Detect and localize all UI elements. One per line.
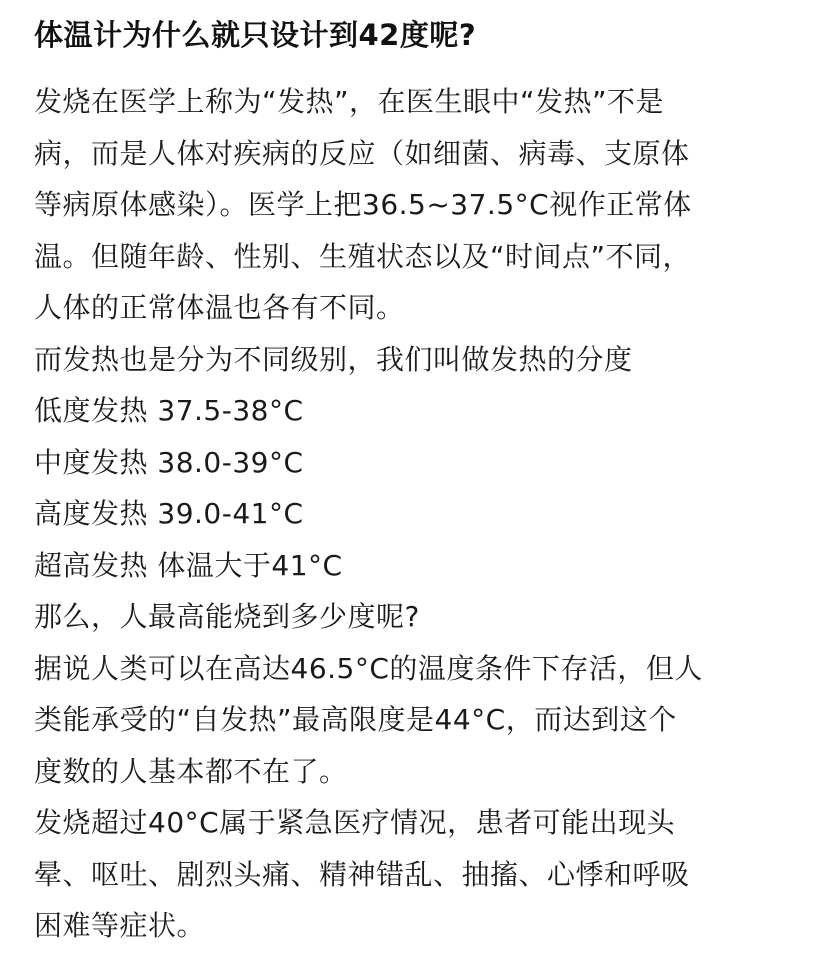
article-line-11: 那么，人最高能烧到多少度呢? <box>34 600 420 633</box>
article-line-6: 而发热也是分为不同级别，我们叫做发热的分度 <box>34 342 633 376</box>
article-line-13: 类能承受的“自发热”最高限度是44°C，而达到这个 <box>34 703 677 736</box>
article-line-4: 温。但随年龄、性别、生殖状态以及“时间点”不同， <box>34 239 692 273</box>
article-line-12: 据说人类可以在高达46.5°C的温度条件下存活，但人 <box>34 651 703 685</box>
article-title: 体温计为什么就只设计到42度呢? <box>34 18 477 52</box>
fever-grade-high: 高度发热 39.0-41°C <box>34 497 304 530</box>
fever-grade-extreme: 超高发热 体温大于41°C <box>34 548 343 582</box>
article-body <box>34 76 804 952</box>
article-line-16: 晕、呕吐、剧烈头痛、精神错乱、抽搐、心悸和呼吸 <box>34 857 690 891</box>
article-line-15: 发烧超过40°C属于紧急医疗情况，患者可能出现头 <box>34 806 676 839</box>
article-line-14: 度数的人基本都不在了。 <box>34 754 348 788</box>
fever-grade-moderate: 中度发热 38.0-39°C <box>34 445 304 479</box>
article-line-3: 等病原体感染）。医学上把36.5~37.5°C视作正常体 <box>34 188 692 221</box>
article-line-1: 发烧在医学上称为“发热”，在医生眼中“发热”不是 <box>34 85 665 118</box>
article-line-17: 困难等症状。 <box>34 909 206 942</box>
fever-grade-low: 低度发热 37.5-38°C <box>34 394 304 427</box>
article-line-5: 人体的正常体温也各有不同。 <box>34 291 405 324</box>
article-line-2: 病，而是人体对疾病的反应（如细菌、病毒、支原体 <box>34 136 690 170</box>
